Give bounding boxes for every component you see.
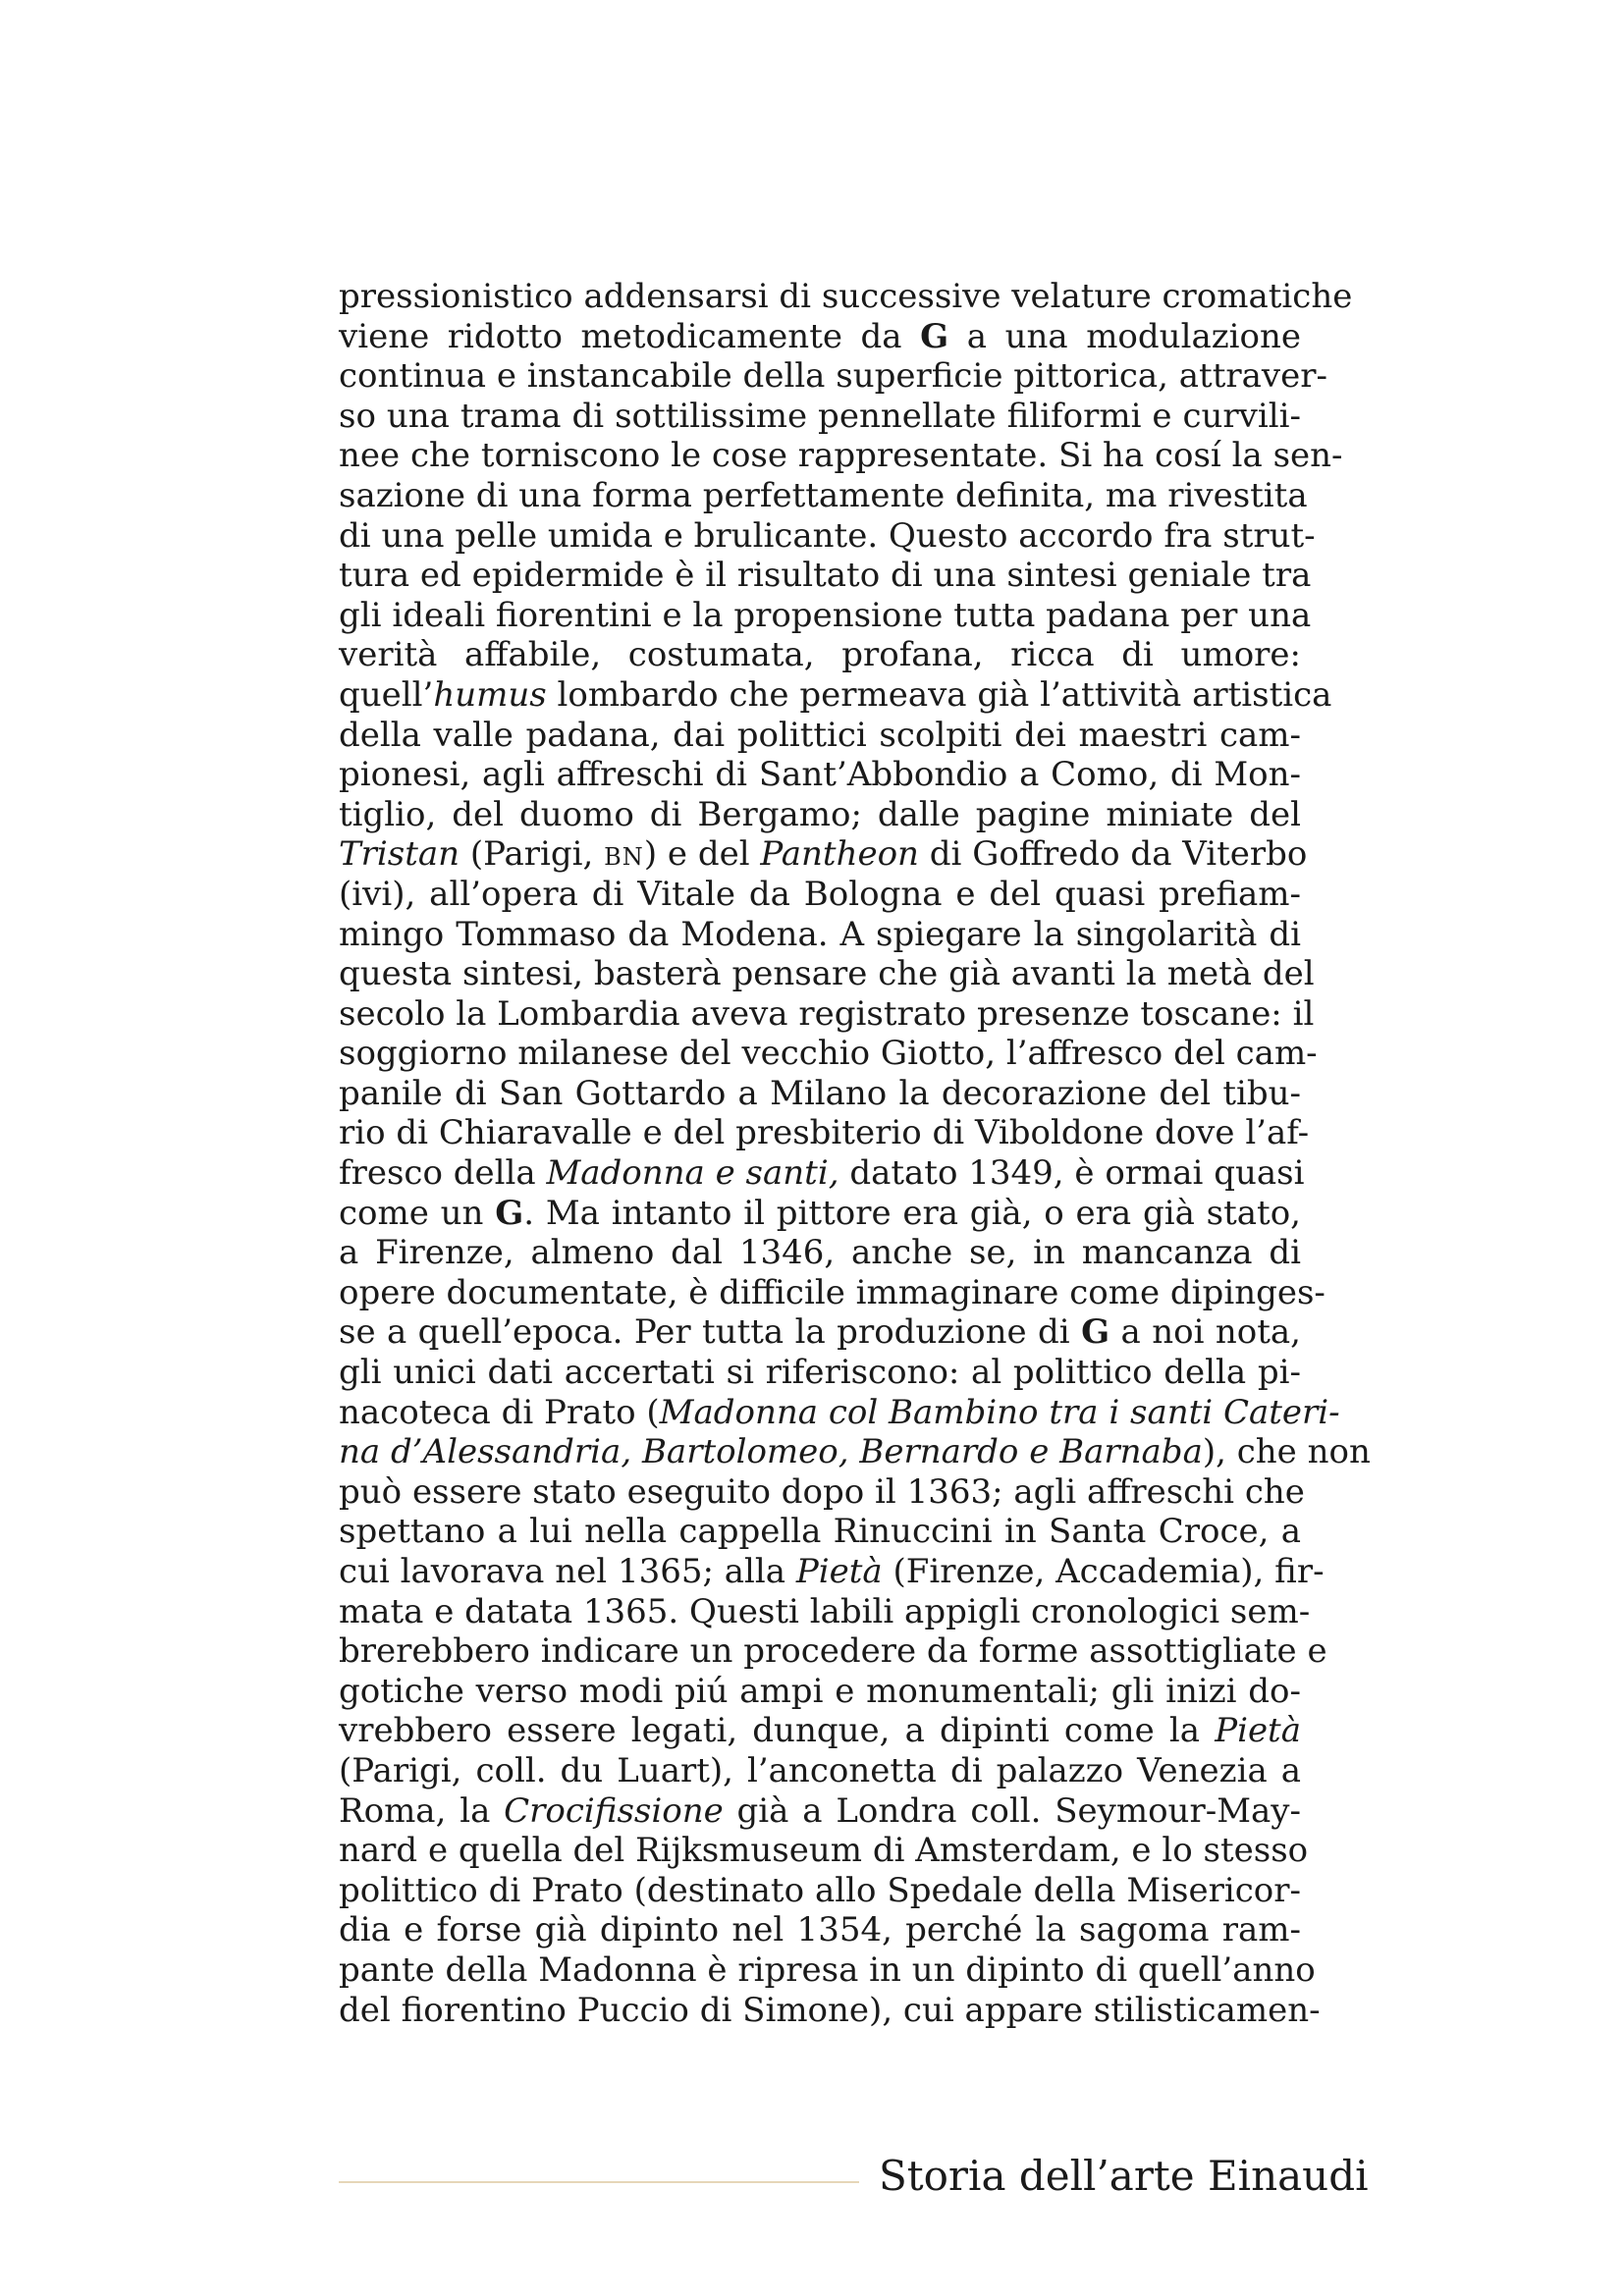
text-segment: Madonna col Bambino tra i santi Cateri- xyxy=(659,1392,1340,1432)
text-segment: questa sintesi, basterà pensare che già avanti la metà del xyxy=(339,954,1315,994)
text-segment: come un xyxy=(339,1193,496,1233)
text-segment: opere documentate, è difficile immaginare come dipinges- xyxy=(339,1272,1325,1312)
text-segment: spettano a lui nella cappella Rinuccini in Santa Croce, a xyxy=(339,1512,1301,1552)
text-line xyxy=(339,1113,1310,1153)
text-segment: G xyxy=(495,1193,524,1233)
text-line xyxy=(339,1233,1301,1273)
text-segment: mata e datata 1365. Questi labili appigli cronologici sem- xyxy=(339,1591,1311,1631)
text-line xyxy=(339,1512,1301,1552)
text-segment: pressionistico addensarsi di successive velature cromatiche xyxy=(339,277,1353,316)
text-line xyxy=(339,556,1312,596)
text-line xyxy=(339,1432,1371,1472)
text-line xyxy=(339,1910,1301,1950)
text-line xyxy=(339,1034,1318,1074)
text-line xyxy=(339,635,1301,675)
text-segment: continua e instancabile della superficie pittorica, attraver- xyxy=(339,356,1327,397)
text-segment: panile di San Gottardo a Milano la decorazione del tibu- xyxy=(339,1073,1301,1113)
text-segment: gli unici dati accertati si riferiscono: al polittico della pi- xyxy=(339,1353,1301,1393)
text-segment: so una trama di sottilissime pennellate filiformi e curvili- xyxy=(339,396,1301,436)
text-segment: rio di Chiaravalle e del presbiterio di Viboldone dove l’af- xyxy=(339,1113,1310,1153)
text-line xyxy=(339,716,1301,756)
text-segment: Roma, la xyxy=(339,1790,505,1831)
text-segment: (Parigi, xyxy=(460,834,605,875)
text-segment: dia e forse già dipinto nel 1354, perché la sagoma ram- xyxy=(339,1910,1301,1950)
text-segment: tura ed epidermide è il risultato di una sintesi geniale tra xyxy=(339,556,1312,596)
text-segment: lombardo che permeava già l’attività artistica xyxy=(546,674,1332,715)
text-line xyxy=(339,1831,1309,1871)
text-line xyxy=(339,1194,1301,1234)
text-line xyxy=(339,993,1315,1035)
text-line xyxy=(339,1552,1325,1592)
text-segment: quell’ xyxy=(339,674,434,715)
text-line xyxy=(339,795,1301,835)
text-segment: vrebbero essere legati, dunque, a dipinti come la xyxy=(339,1711,1216,1751)
text-segment: verità affabile, costumata, profana, ricca di umore: xyxy=(339,635,1301,675)
text-segment: cui lavorava nel 1365; alla xyxy=(339,1552,796,1591)
text-line xyxy=(339,1791,1301,1832)
text-segment: del fiorentino Puccio di Simone), cui appare stilisticamen- xyxy=(339,1990,1321,2030)
text-segment: pante della Madonna è ripresa in un dipinto di quell’anno xyxy=(339,1949,1316,1990)
text-segment: già a Londra coll. Seymour-May- xyxy=(723,1790,1301,1831)
text-line xyxy=(339,317,1301,357)
text-line xyxy=(339,436,1343,476)
text-line xyxy=(339,1591,1311,1632)
text-segment: soggiorno milanese del vecchio Giotto, l’affresco del cam- xyxy=(339,1034,1318,1074)
text-segment: mingo Tommaso da Modena. A spiegare la singolarità di xyxy=(339,914,1301,954)
text-segment: brerebbero indicare un procedere da forme assottigliate e xyxy=(339,1631,1327,1672)
text-segment: gli ideali fiorentini e la propensione tutta padana per una xyxy=(339,595,1312,635)
text-segment: G xyxy=(1081,1312,1110,1353)
text-segment: viene ridotto metodicamente da xyxy=(339,316,921,356)
text-segment: Pantheon xyxy=(760,834,919,875)
text-segment: datato 1349, è ormai quasi xyxy=(839,1153,1305,1194)
text-segment: nee che torniscono le cose rappresentate. Si ha cosí la sen- xyxy=(339,436,1343,476)
text-segment: gotiche verso modi piú ampi e monumentali; gli inizi do- xyxy=(339,1671,1301,1711)
text-segment: ), che non xyxy=(1202,1432,1371,1472)
text-segment: (ivi), all’opera di Vitale da Bologna e del quasi prefiam- xyxy=(339,874,1301,914)
text-line xyxy=(339,915,1301,955)
text-line xyxy=(339,1153,1305,1194)
text-segment: G xyxy=(920,316,949,356)
text-line xyxy=(339,356,1327,397)
text-line xyxy=(339,1074,1301,1114)
text-segment: a una modulazione xyxy=(948,316,1301,356)
text-segment: . Ma intanto il pittore era già, o era già stato, xyxy=(523,1193,1301,1233)
text-segment: nacoteca di Prato ( xyxy=(339,1392,660,1432)
text-line xyxy=(339,1631,1327,1672)
text-segment: Pietà xyxy=(1215,1711,1301,1751)
text-line xyxy=(339,1353,1301,1393)
text-segment: ) e del xyxy=(643,834,761,875)
text-line xyxy=(339,834,1308,875)
text-segment: secolo la Lombardia aveva registrato presenze toscane: il xyxy=(339,993,1315,1034)
text-line xyxy=(339,1711,1301,1751)
text-line xyxy=(339,1949,1316,1991)
text-line xyxy=(339,1272,1325,1313)
text-segment: se a quell’epoca. Per tutta la produzione di xyxy=(339,1312,1082,1353)
footer-title: Storia dell’arte Einaudi xyxy=(879,2152,1369,2200)
text-segment: (Parigi, coll. du Luart), l’anconetta di palazzo Venezia a xyxy=(339,1750,1301,1790)
text-line xyxy=(339,1672,1301,1712)
text-segment: Tristan xyxy=(339,834,460,875)
text-line xyxy=(339,1990,1321,2031)
text-segment: nard e quella del Rijksmuseum di Amsterdam, e lo stesso xyxy=(339,1831,1309,1871)
text-line xyxy=(339,1751,1301,1791)
text-line xyxy=(339,954,1315,994)
text-line xyxy=(339,397,1301,437)
text-line xyxy=(339,875,1301,915)
footer-divider xyxy=(339,2181,859,2183)
text-segment: Pietà xyxy=(795,1552,883,1591)
text-line xyxy=(339,674,1332,716)
text-segment: a Firenze, almeno dal 1346, anche se, in mancanza di xyxy=(339,1233,1301,1273)
text-line xyxy=(339,1312,1301,1353)
text-segment: pionesi, agli affreschi di Sant’Abbondio a Como, di Mon- xyxy=(339,755,1301,795)
body-text xyxy=(339,277,1371,2030)
text-line xyxy=(339,1471,1305,1513)
text-segment: Madonna e santi, xyxy=(546,1153,839,1194)
text-segment: (Firenze, Accademia), fir- xyxy=(882,1552,1325,1591)
text-line xyxy=(339,755,1301,795)
text-segment: di Goffredo da Viterbo xyxy=(918,834,1308,875)
text-segment: tiglio, del duomo di Bergamo; dalle pagine miniate del xyxy=(339,794,1301,834)
text-segment: Crocifissione xyxy=(504,1790,724,1831)
text-line xyxy=(339,515,1316,557)
text-segment: può essere stato eseguito dopo il 1363; agli affreschi che xyxy=(339,1471,1305,1512)
text-segment: polittico di Prato (destinato allo Spedale della Misericor- xyxy=(339,1870,1301,1910)
text-line xyxy=(339,1871,1301,1911)
text-segment: humus xyxy=(433,674,547,715)
text-segment: a noi nota, xyxy=(1109,1312,1301,1353)
text-line xyxy=(339,595,1312,636)
text-line xyxy=(339,277,1353,317)
text-line xyxy=(339,1392,1340,1433)
text-segment: di una pelle umida e brulicante. Questo accordo fra strut- xyxy=(339,515,1316,556)
text-segment: sazione di una forma perfettamente definita, ma rivestita xyxy=(339,475,1308,515)
text-segment: na d’Alessandria, Bartolomeo, Bernardo e Barnaba xyxy=(339,1432,1203,1472)
text-line xyxy=(339,475,1308,516)
text-segment: bn xyxy=(604,834,644,875)
text-segment: fresco della xyxy=(339,1153,547,1194)
text-segment: della valle padana, dai polittici scolpiti dei maestri cam- xyxy=(339,715,1301,755)
